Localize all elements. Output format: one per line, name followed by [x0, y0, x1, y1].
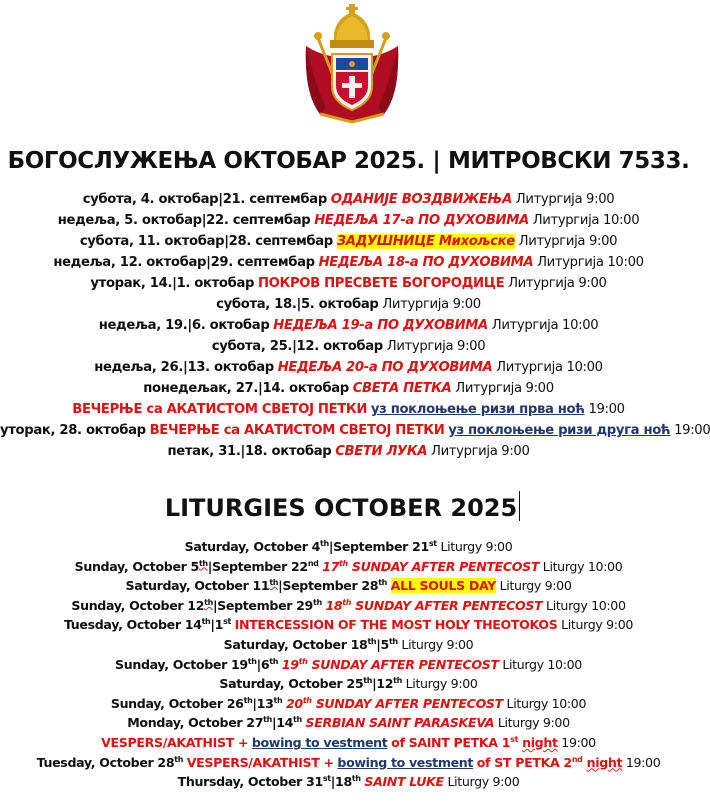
row-date: субота, 18.|5. октобар — [216, 297, 379, 312]
row-note: bowing to vestment — [251, 734, 388, 750]
serbian-schedule — [0, 189, 710, 462]
row-time: 19:00 — [561, 734, 596, 750]
row-service: Liturgy 9:00 — [440, 539, 513, 554]
row-time: 19:00 — [588, 402, 625, 417]
row-date: Saturday, October 4th|September 21st — [184, 539, 437, 554]
row-service: Liturgy 10:00 — [546, 597, 626, 613]
row-feast-detail: of SAINT PETKA 1st night — [391, 734, 558, 750]
schedule-row — [0, 189, 697, 210]
schedule-row — [0, 378, 697, 399]
schedule-row — [0, 596, 697, 616]
row-feast: ОДАНИЈЕ ВОЗДВИЖЕЊА — [330, 192, 512, 207]
text-cursor — [519, 491, 520, 521]
schedule-row — [0, 420, 710, 441]
row-service: Литургија 9:00 — [455, 381, 554, 396]
english-title — [0, 491, 691, 522]
row-time: 19:00 — [625, 754, 661, 770]
row-time: 19:00 — [674, 423, 710, 438]
schedule-row — [0, 615, 697, 635]
row-date: Sunday, October 26th|13th — [110, 695, 283, 711]
row-feast: 20th SUNDAY AFTER PENTECOST — [285, 695, 503, 711]
row-feast: VESPERS/AKATHIST + — [186, 754, 334, 770]
row-date: недеља, 12. октобар|29. септембар — [53, 255, 315, 270]
row-note: bowing to vestment — [337, 754, 474, 770]
row-date: субота, 25.|12. октобар — [211, 339, 383, 354]
row-service: Liturgy 9:00 — [401, 636, 474, 652]
schedule-row — [0, 772, 697, 792]
row-feast: СВЕТИ ЛУКА — [335, 444, 428, 459]
schedule-row — [0, 315, 697, 336]
row-date: уторак, 28. октобар — [0, 423, 146, 438]
row-service: Liturgy 10:00 — [542, 558, 623, 574]
row-date: недеља, 19.|6. октобар — [98, 318, 270, 333]
row-service: Литургија 9:00 — [386, 339, 486, 354]
row-note: уз поклоњење ризи друга ноћ — [448, 423, 671, 438]
row-service: Литургија 10:00 — [537, 255, 644, 270]
row-service: Liturgy 9:00 — [499, 578, 572, 594]
row-feast: НЕДЕЉА 18-а ПО ДУХОВИМА — [318, 255, 534, 270]
row-service: Liturgy 9:00 — [561, 617, 634, 633]
row-feast-highlighted: ЗАДУШНИЦЕ Михољске — [336, 234, 515, 249]
row-feast-highlighted: ALL SOULS DAY — [390, 578, 496, 594]
row-service: Литургија 9:00 — [518, 234, 618, 249]
row-date: Sunday, October 19th|6th — [115, 656, 279, 672]
row-feast: 18th SUNDAY AFTER PENTECOST — [325, 597, 543, 613]
row-feast: ВЕЧЕРЊЕ са АКАТИСТОМ СВЕТОЈ ПЕТКИ — [149, 423, 445, 438]
schedule-row — [0, 753, 697, 773]
row-service: Литургија 9:00 — [515, 192, 615, 207]
row-date: Sunday, October 5th|September 22nd — [74, 558, 319, 574]
row-service: Liturgy 10:00 — [506, 695, 587, 711]
row-feast: ВЕЧЕРЊЕ са АКАТИСТОМ СВЕТОЈ ПЕТКИ — [72, 402, 368, 417]
row-date: Saturday, October 18th|5th — [223, 636, 398, 652]
row-date: Monday, October 27th|14th — [127, 715, 302, 731]
row-service: Литургија 9:00 — [431, 444, 530, 459]
schedule-row — [0, 231, 697, 252]
row-feast: ПОКРОВ ПРЕСВЕТЕ БОГОРОДИЦЕ — [257, 276, 505, 291]
schedule-row — [0, 733, 697, 753]
row-feast: SAINT LUKE — [364, 774, 444, 790]
schedule-row — [0, 210, 697, 231]
row-feast: VESPERS/AKATHIST + — [101, 734, 249, 750]
row-feast-detail: of ST PETKA 2nd night — [476, 754, 623, 770]
schedule-row — [0, 399, 697, 420]
row-date: Saturday, October 11th|September 28th — [125, 578, 388, 594]
row-service: Литургија 9:00 — [382, 297, 481, 312]
row-date: понедељак, 27.|14. октобар — [143, 381, 349, 396]
row-date: уторак, 14.|1. октобар — [90, 276, 255, 291]
row-date: Tuesday, October 14th|1st — [63, 617, 231, 633]
schedule-row — [0, 674, 697, 694]
row-date: Thursday, October 31st|18th — [177, 774, 361, 790]
row-feast: INTERCESSION OF THE MOST HOLY THEOTOKOS — [234, 617, 558, 633]
schedule-row — [0, 273, 697, 294]
row-date: субота, 11. октобар|28. септембар — [79, 234, 333, 249]
serbian-title: БОГОСЛУЖЕЊА ОКТОБАР 2025. | МИТРОВСКИ 7533. — [7, 148, 690, 174]
row-feast: НЕДЕЉА 20-а ПО ДУХОВИМА — [277, 360, 493, 375]
schedule-row — [0, 252, 697, 273]
row-service: Литургија 10:00 — [491, 318, 599, 333]
row-date: недеља, 5. октобар|22. септембар — [57, 213, 311, 228]
row-service: Литургија 10:00 — [532, 213, 640, 228]
english-schedule — [0, 537, 697, 792]
schedule-row — [0, 655, 697, 675]
row-date: петак, 31.|18. октобар — [167, 444, 332, 459]
row-note: уз поклоњење ризи прва ноћ — [370, 402, 585, 417]
row-service: Liturgy 10:00 — [502, 656, 582, 672]
row-date: Saturday, October 25th|12th — [219, 676, 402, 692]
row-service: Liturgy 9:00 — [447, 774, 520, 790]
schedule-row — [0, 537, 697, 557]
row-feast: 17th SUNDAY AFTER PENTECOST — [322, 558, 540, 574]
row-date: недеља, 26.|13. октобар — [94, 360, 274, 375]
schedule-row — [0, 694, 697, 714]
row-service: Литургија 9:00 — [508, 276, 607, 291]
schedule-row — [0, 557, 697, 577]
row-feast: СВЕТА ПЕТКА — [352, 381, 452, 396]
row-date: Sunday, October 12th|September 29th — [71, 597, 322, 613]
row-feast: 19th SUNDAY AFTER PENTECOST — [281, 656, 499, 672]
schedule-row — [0, 576, 697, 596]
row-service: Liturgy 9:00 — [405, 676, 478, 692]
row-feast: SERBIAN SAINT PARASKEVA — [305, 715, 495, 731]
row-service: Литургија 10:00 — [496, 360, 603, 375]
row-feast: НЕДЕЉА 17-а ПО ДУХОВИМА — [314, 213, 529, 228]
row-feast: НЕДЕЉА 19-а ПО ДУХОВИМА — [273, 318, 488, 333]
schedule-row — [0, 713, 697, 733]
schedule-row — [0, 357, 697, 378]
row-date: Tuesday, October 28th — [36, 754, 184, 770]
row-service: Liturgy 9:00 — [497, 715, 570, 731]
row-date: субота, 4. октобар|21. септембар — [82, 192, 327, 207]
english-title-text: LITURGIES OCTOBER 2025 — [164, 494, 518, 522]
schedule-row — [0, 635, 697, 655]
church-crest-logo — [292, 2, 412, 124]
schedule-row — [0, 441, 697, 462]
schedule-row — [0, 294, 697, 315]
schedule-row — [0, 336, 697, 357]
